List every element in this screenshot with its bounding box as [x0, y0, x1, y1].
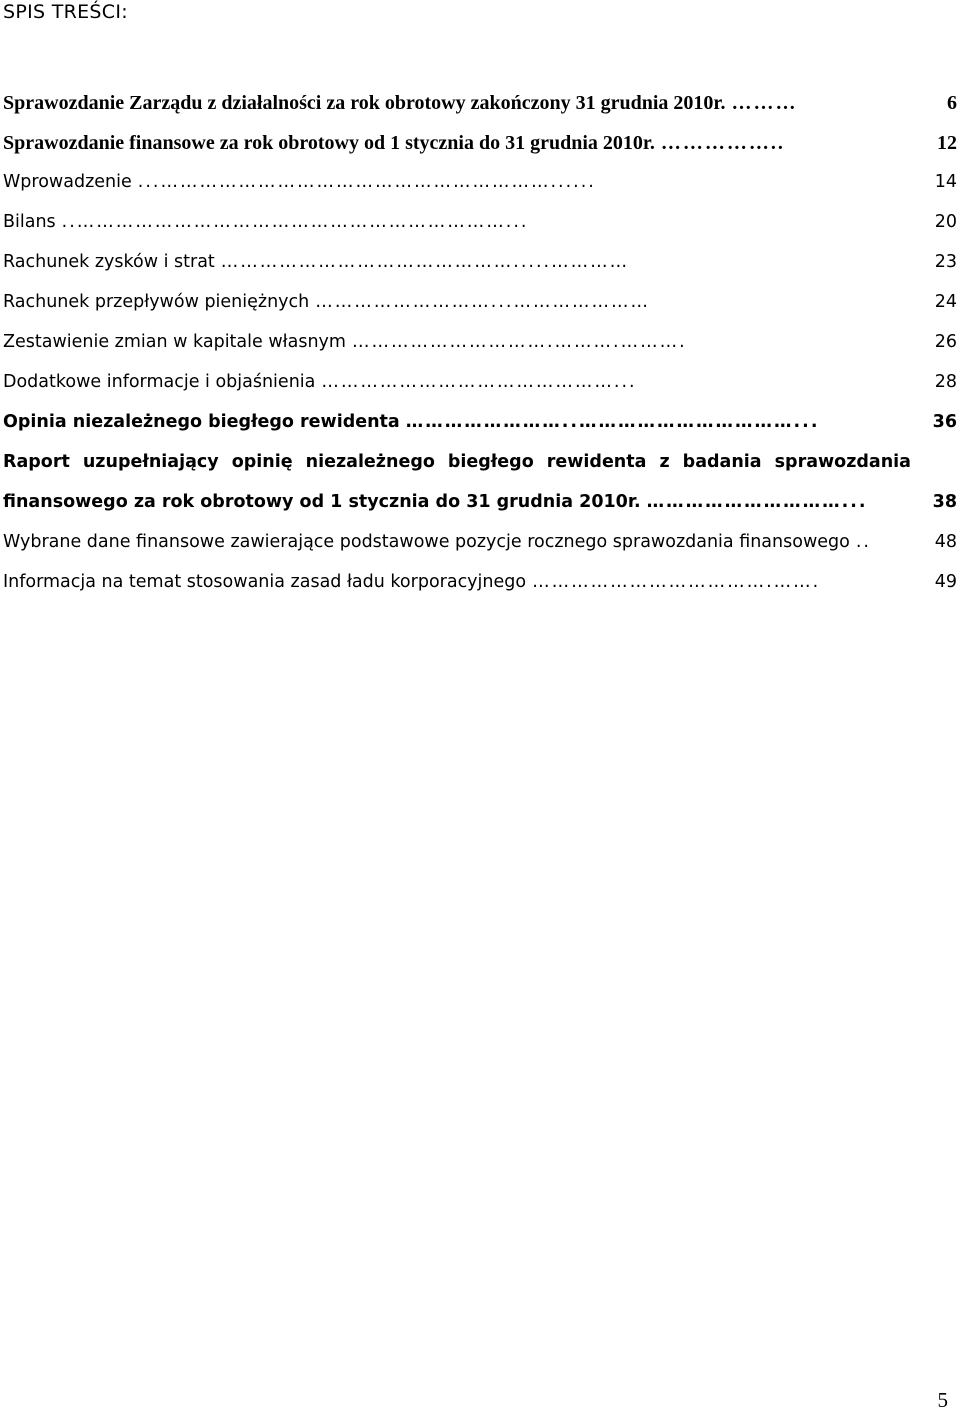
toc-page-number: 20: [934, 212, 957, 232]
toc-entry-title: Sprawozdanie Zarządu z działalności za rok obrotowy zakończony 31 grudnia 2010r.: [3, 92, 726, 114]
page-heading: SPIS TREŚCI:: [3, 1, 128, 23]
toc-page-number: 36: [932, 412, 957, 432]
toc-page-number: 23: [934, 252, 957, 272]
toc-entry[interactable]: [3, 212, 957, 242]
toc-entry-title-line1[interactable]: Raport uzupełniający opinię niezależnego biegłego rewidenta z badania sprawozdania: [3, 452, 911, 472]
toc-entry-title: Wprowadzenie: [3, 172, 132, 192]
toc-entry-title: Rachunek przepływów pieniężnych: [3, 292, 310, 312]
dot-leader: …………………………...: [646, 492, 868, 512]
toc-entry[interactable]: [3, 92, 957, 122]
toc-entry[interactable]: [3, 532, 957, 562]
toc-page-number: 38: [932, 492, 957, 512]
toc-page-number: 28: [934, 372, 957, 392]
toc-entry-title: Bilans: [3, 212, 56, 232]
toc-entry[interactable]: [3, 172, 957, 202]
dot-leader: ..: [855, 532, 871, 552]
toc-entry[interactable]: [3, 292, 957, 322]
toc-entry-title: Dodatkowe informacje i objaśnienia: [3, 372, 316, 392]
dot-leader: ...……………………………………………………......: [137, 172, 596, 192]
dot-leader: ……………………………………….....…………: [220, 252, 630, 272]
dot-leader: ..…………………………………………………………...: [61, 212, 529, 232]
toc-entry[interactable]: [3, 372, 957, 402]
toc-page-number: 49: [934, 572, 957, 592]
toc-entry-title: Zestawienie zmian w kapitale własnym: [3, 332, 346, 352]
toc-entry[interactable]: [3, 572, 957, 602]
dot-leader: ………………………….……….……….: [351, 332, 687, 352]
toc-entry-title: Informacja na temat stosowania zasad ładu korporacyjnego: [3, 572, 527, 592]
dot-leader: ……………………………….…….: [532, 572, 821, 592]
toc-page-number: 24: [934, 292, 957, 312]
toc-entry[interactable]: [3, 132, 957, 162]
toc-entry[interactable]: [3, 492, 957, 522]
toc-page-number: 48: [934, 532, 957, 552]
dot-leader: ………: [731, 92, 798, 114]
toc-entry-title: Rachunek zysków i strat: [3, 252, 215, 272]
dot-leader: ……………..: [660, 132, 785, 154]
toc-entry-title: Opinia niezależnego biegłego rewidenta: [3, 412, 400, 432]
toc-entry[interactable]: [3, 252, 957, 282]
toc-entry[interactable]: [3, 332, 957, 362]
toc-entry-title: Wybrane dane finansowe zawierające podstawowe pozycje rocznego sprawozdania finansowego: [3, 532, 850, 552]
toc-entry-title: Sprawozdanie finansowe za rok obrotowy od 1 stycznia do 31 grudnia 2010r.: [3, 132, 655, 154]
toc-page-number: 6: [947, 92, 957, 114]
toc-entry[interactable]: [3, 412, 957, 442]
toc-page-number: 26: [934, 332, 957, 352]
footer-page-number: 5: [937, 1388, 948, 1412]
dot-leader: ……………………..……………………………...: [405, 412, 820, 432]
toc-entry-title-line2: finansowego za rok obrotowy od 1 stycznia do 31 grudnia 2010r.: [3, 492, 641, 512]
toc-page-number: 12: [937, 132, 957, 154]
dot-leader: ………………………...…………………: [315, 292, 650, 312]
dot-leader: ………………………………………...: [321, 372, 637, 392]
toc-page-number: 14: [934, 172, 957, 192]
